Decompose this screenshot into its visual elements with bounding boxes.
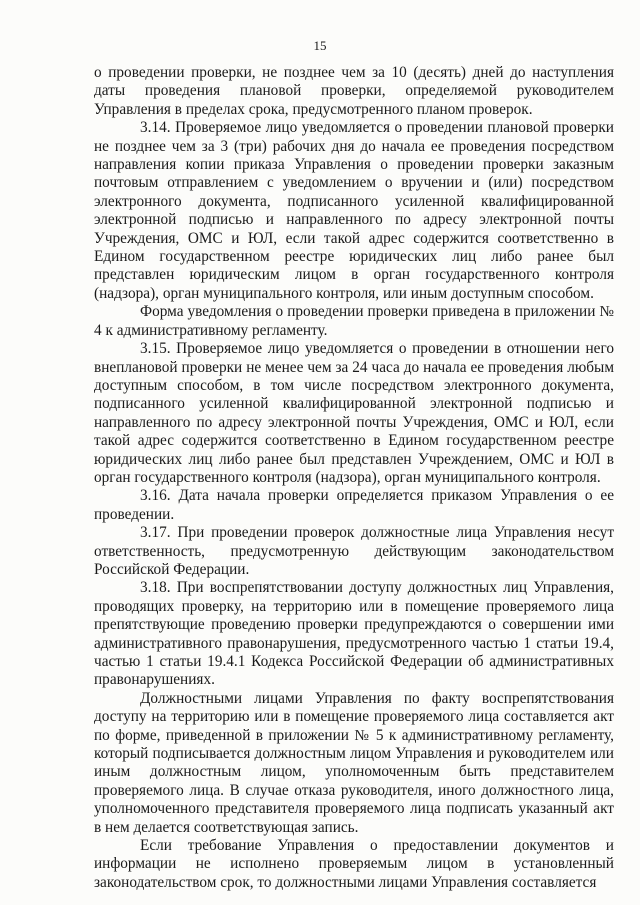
paragraph-3-18: 3.18. При воспрепятствовании доступу должностных лиц Управления, проводящих проверку, на территорию или в помещение проверяемого лица препятствующие проведению проверки предупреждаются о совершении ими административного правонарушения, предусмотренного частью 1 статьи 19.4, частью 1 статьи 19.4.1 Кодекса Российской Федерации об административных правонарушениях. [94,579,614,689]
document-body [94,64,614,892]
paragraph-obstruction-act: Должностными лицами Управления по факту воспрепятствования доступу на территорию или в помещение проверяемого лица составляется акт по форме, приведенной в приложении № 5 к административному регламенту, который подписывается должностным лицом Управления и руководителем или иным должностным лицом, уполномоченным быть представителем проверяемого лица. В случае отказа руководителя, иного должностного лица, уполномоченного представителя проверяемого лица подписать указанный акт в нем делается соответствующая запись. [94,689,614,836]
paragraph-unfulfilled-request: Если требование Управления о предоставлении документов и информации не исполнено проверяемым лицом в установленный законодательством срок, то должностными лицами Управления составляется [94,837,614,891]
paragraph-3-15: 3.15. Проверяемое лицо уведомляется о проведении в отношении него внеплановой проверки не менее чем за 24 часа до начала ее проведения любым доступным способом, в том числе посредством электронного документа, подписанного усиленной квалифицированной электронной подписью и направленного по адресу электронной почты Учреждения, ОМС и ЮЛ, если такой адрес содержится соответственно в Едином государственном реестре юридических лиц либо ранее был представлен Учреждением, ОМС и ЮЛ в орган государственного контроля (надзора), орган муниципального контроля. [94,340,614,486]
paragraph-notification-form: Форма уведомления о проведении проверки приведена в приложении № 4 к административному регламенту. [94,303,614,339]
paragraph-intro: о проведении проверки, не позднее чем за 10 (десять) дней до наступления даты проведения плановой проверки, определяемой руководителем Управления в пределах срока, предусмотренного планом проверок. [94,64,614,118]
paragraph-3-16: 3.16. Дата начала проверки определяется приказом Управления о ее проведении. [94,487,614,523]
paragraph-3-14: 3.14. Проверяемое лицо уведомляется о проведении плановой проверки не позднее чем за 3 (три) рабочих дня до начала ее проведения посредством направления копии приказа Управления о проведении проверки заказным почтовым отправлением с уведомлением о вручении и (или) посредством электронного документа, подписанного усиленной квалифицированной электронной подписью и направленного по адресу электронной почты Учреждения, ОМС и ЮЛ, если такой адрес содержится соответственно в Едином государственном реестре юридических лиц либо ранее был представлен юридическим лицом в орган государственного контроля (надзора), орган муниципального контроля, или иным доступным способом. [94,119,614,302]
page-number: 15 [313,38,327,53]
paragraph-3-17: 3.17. При проведении проверок должностные лица Управления несут ответственность, предусмотренную действующим законодательством Российской Федерации. [94,524,614,578]
